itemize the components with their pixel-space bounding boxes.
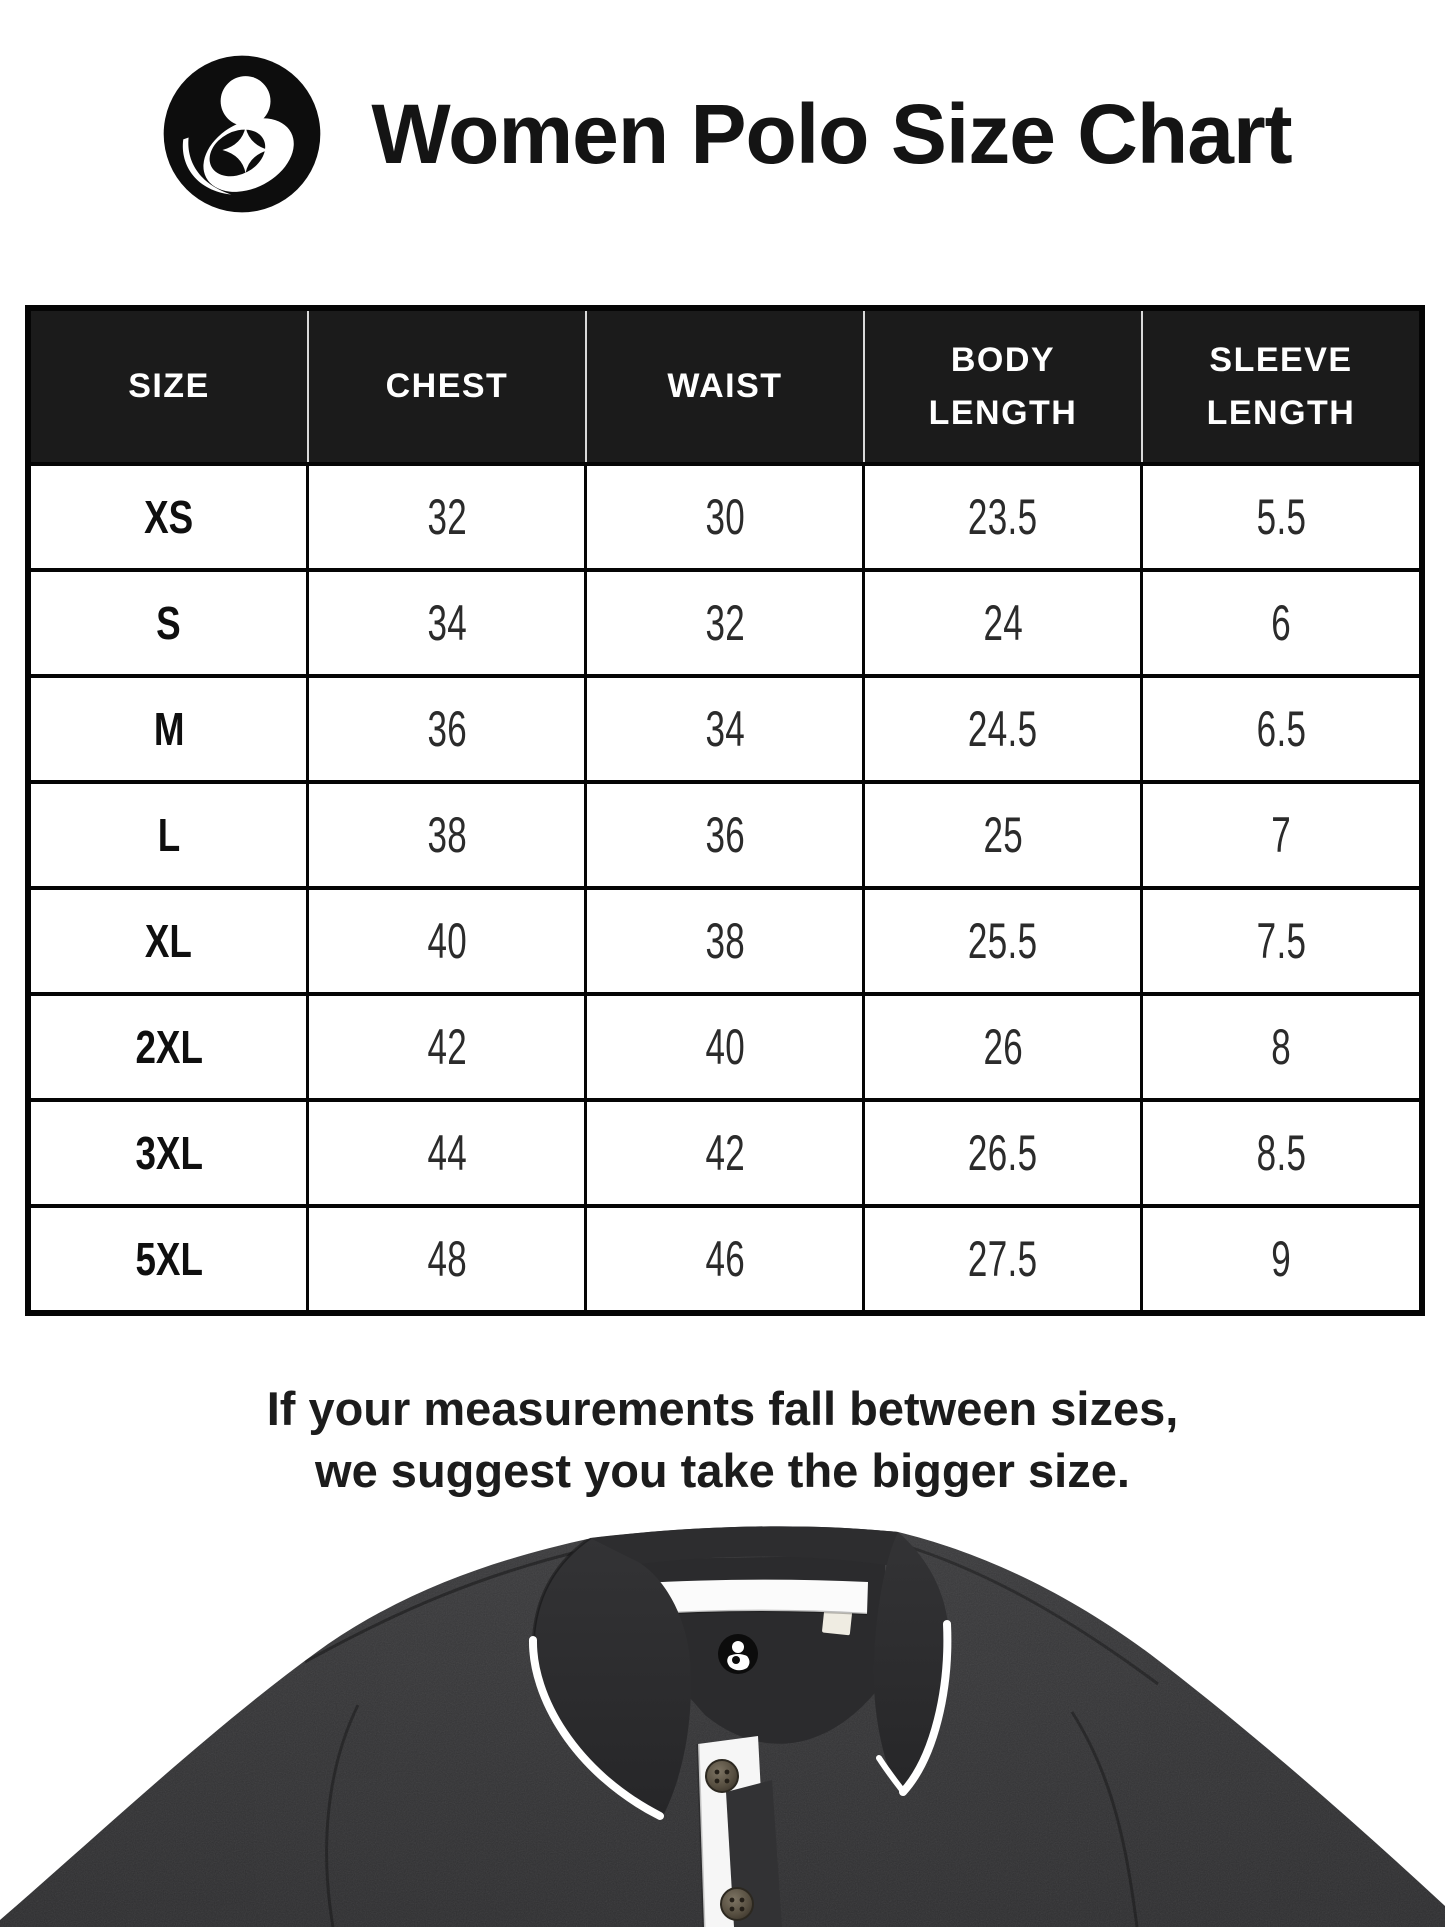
body-length-cell: 26 xyxy=(864,994,1142,1100)
page-title: Women Polo Size Chart xyxy=(371,87,1292,181)
size-note xyxy=(0,1378,1445,1502)
page-header xyxy=(0,45,1445,223)
waist-cell: 46 xyxy=(586,1206,864,1313)
table-row xyxy=(28,570,1422,676)
size-cell: 2XL xyxy=(28,994,308,1100)
size-cell: 3XL xyxy=(28,1100,308,1206)
sleeve-length-cell: 5.5 xyxy=(1142,464,1422,570)
table-row xyxy=(28,676,1422,782)
body-length-cell: 25.5 xyxy=(864,888,1142,994)
body-length-cell: 24.5 xyxy=(864,676,1142,782)
column-header-chest: CHEST xyxy=(308,308,586,464)
size-table xyxy=(25,305,1425,1316)
body-length-cell: 23.5 xyxy=(864,464,1142,570)
note-line-1: If your measurements fall between sizes, xyxy=(266,1382,1179,1435)
placket-button xyxy=(706,1760,738,1792)
chest-cell: 38 xyxy=(308,782,586,888)
waist-cell: 42 xyxy=(586,1100,864,1206)
size-cell: M xyxy=(28,676,308,782)
brand-tag-icon xyxy=(718,1634,758,1674)
table-row xyxy=(28,782,1422,888)
table-row xyxy=(28,994,1422,1100)
table-row xyxy=(28,464,1422,570)
sleeve-length-cell: 6 xyxy=(1142,570,1422,676)
sleeve-length-cell: 8 xyxy=(1142,994,1422,1100)
size-cell: 5XL xyxy=(28,1206,308,1313)
size-cell: S xyxy=(28,570,308,676)
waist-cell: 40 xyxy=(586,994,864,1100)
sleeve-length-cell: 9 xyxy=(1142,1206,1422,1313)
size-cell: XL xyxy=(28,888,308,994)
chest-cell: 36 xyxy=(308,676,586,782)
chest-cell: 44 xyxy=(308,1100,586,1206)
note-line-2: we suggest you take the bigger size. xyxy=(315,1444,1130,1497)
sleeve-length-cell: 6.5 xyxy=(1142,676,1422,782)
size-table-body xyxy=(28,464,1422,1313)
column-header-size: SIZE xyxy=(28,308,308,464)
column-header-waist: WAIST xyxy=(586,308,864,464)
size-cell: XS xyxy=(28,464,308,570)
column-header-sleeve-length: SLEEVE LENGTH xyxy=(1142,308,1422,464)
waist-cell: 32 xyxy=(586,570,864,676)
size-table-header xyxy=(28,308,1422,464)
sleeve-length-cell: 7 xyxy=(1142,782,1422,888)
sleeve-length-cell: 8.5 xyxy=(1142,1100,1422,1206)
product-photo xyxy=(0,1520,1445,1927)
body-length-cell: 27.5 xyxy=(864,1206,1142,1313)
column-header-body-length: BODY LENGTH xyxy=(864,308,1142,464)
chest-cell: 40 xyxy=(308,888,586,994)
chest-cell: 48 xyxy=(308,1206,586,1313)
waist-cell: 30 xyxy=(586,464,864,570)
table-row xyxy=(28,1206,1422,1313)
chest-cell: 34 xyxy=(308,570,586,676)
waist-cell: 36 xyxy=(586,782,864,888)
waist-cell: 34 xyxy=(586,676,864,782)
placket-button xyxy=(721,1888,753,1920)
chest-cell: 42 xyxy=(308,994,586,1100)
body-length-cell: 26.5 xyxy=(864,1100,1142,1206)
mother-and-baby-brand-logo-icon xyxy=(153,45,331,223)
table-row xyxy=(28,1100,1422,1206)
header-row xyxy=(28,308,1422,464)
chest-cell: 32 xyxy=(308,464,586,570)
table-row xyxy=(28,888,1422,994)
sleeve-length-cell: 7.5 xyxy=(1142,888,1422,994)
body-length-cell: 24 xyxy=(864,570,1142,676)
waist-cell: 38 xyxy=(586,888,864,994)
size-cell: L xyxy=(28,782,308,888)
body-length-cell: 25 xyxy=(864,782,1142,888)
